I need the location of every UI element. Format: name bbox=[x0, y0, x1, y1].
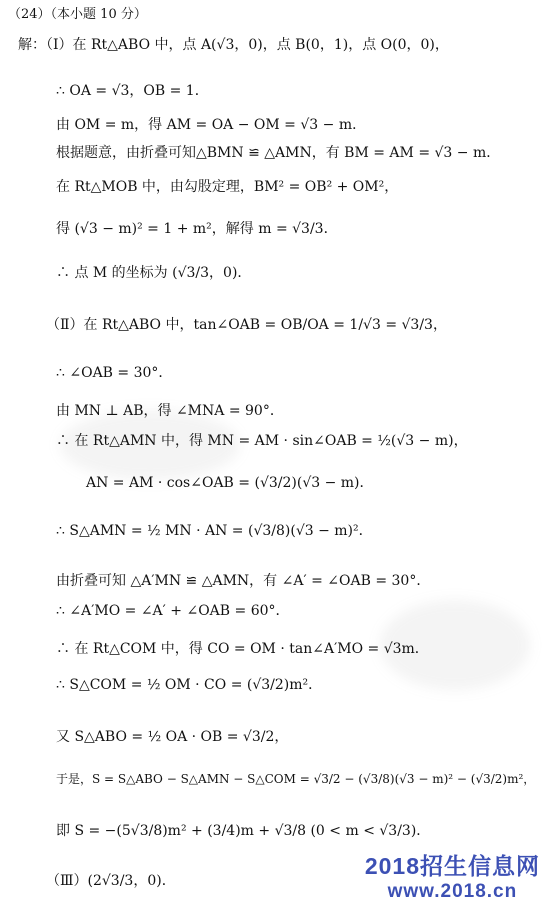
solution-line: ∴ 在 Rt△COM 中，得 CO = OM · tan∠A′MO = √3m． bbox=[56, 641, 429, 657]
solution-line: ∴ 在 Rt△AMN 中，得 MN = AM · sin∠OAB = ½(√3 − m)， bbox=[56, 433, 468, 449]
solution-line: 由折叠可知 △A′MN ≌ △AMN，有 ∠A′ = ∠OAB = 30°． bbox=[56, 573, 431, 589]
solution-line: ∴ OA = √3，OB = 1． bbox=[56, 83, 209, 99]
watermark-site-name: 2018招生信息网 bbox=[364, 853, 540, 879]
solution-line: 由 OM = m，得 AM = OA − OM = √3 − m． bbox=[56, 117, 367, 133]
solution-line: 得 (√3 − m)² = 1 + m²，解得 m = √3/3． bbox=[56, 221, 338, 237]
solution-line: 于是，S = S△ABO − S△AMN − S△COM = √3/2 − (√3/8)(√3 − m)² − (√3/2)m²， bbox=[56, 772, 536, 786]
site-watermark bbox=[365, 852, 540, 904]
solution-line: 解：（Ⅰ）在 Rt△ABO 中，点 A(√3，0)，点 B(0，1)，点 O(0，0)， bbox=[18, 37, 449, 53]
solution-line: AN = AM · cos∠OAB = (√3/2)(√3 − m)． bbox=[86, 475, 374, 491]
solution-line: 在 Rt△MOB 中，由勾股定理，BM² = OB² + OM²， bbox=[56, 179, 399, 195]
watermark-url: www.2018.cn bbox=[387, 881, 518, 902]
solution-line: ∴ ∠OAB = 30°． bbox=[56, 365, 173, 381]
solution-line: 根据题意，由折叠可知△BMN ≌ △AMN，有 BM = AM = √3 − m． bbox=[56, 145, 501, 161]
problem-title: （24）（本小题 10 分） bbox=[8, 7, 147, 22]
solution-line: 由 MN ⊥ AB，得 ∠MNA = 90°． bbox=[56, 403, 284, 419]
solution-line: ∴ ∠A′MO = ∠A′ + ∠OAB = 60°． bbox=[56, 603, 290, 619]
solution-line: （Ⅲ）(2√3/3，0)． bbox=[46, 873, 176, 889]
solution-line: 又 S△ABO = ½ OA · OB = √3/2， bbox=[56, 729, 289, 745]
solution-line: ∴ S△COM = ½ OM · CO = (√3/2)m²． bbox=[56, 677, 323, 693]
solution-line: ∴ 点 M 的坐标为 (√3/3，0)． bbox=[56, 265, 252, 281]
solution-line: 即 S = −(5√3/8)m² + (3/4)m + √3/8 (0 < m < √3/3)． bbox=[56, 823, 431, 839]
solution-line: ∴ S△AMN = ½ MN · AN = (√3/8)(√3 − m)²． bbox=[56, 523, 373, 539]
solution-line: （Ⅱ）在 Rt△ABO 中，tan∠OAB = OB/OA = 1/√3 = √3/3， bbox=[46, 317, 447, 333]
